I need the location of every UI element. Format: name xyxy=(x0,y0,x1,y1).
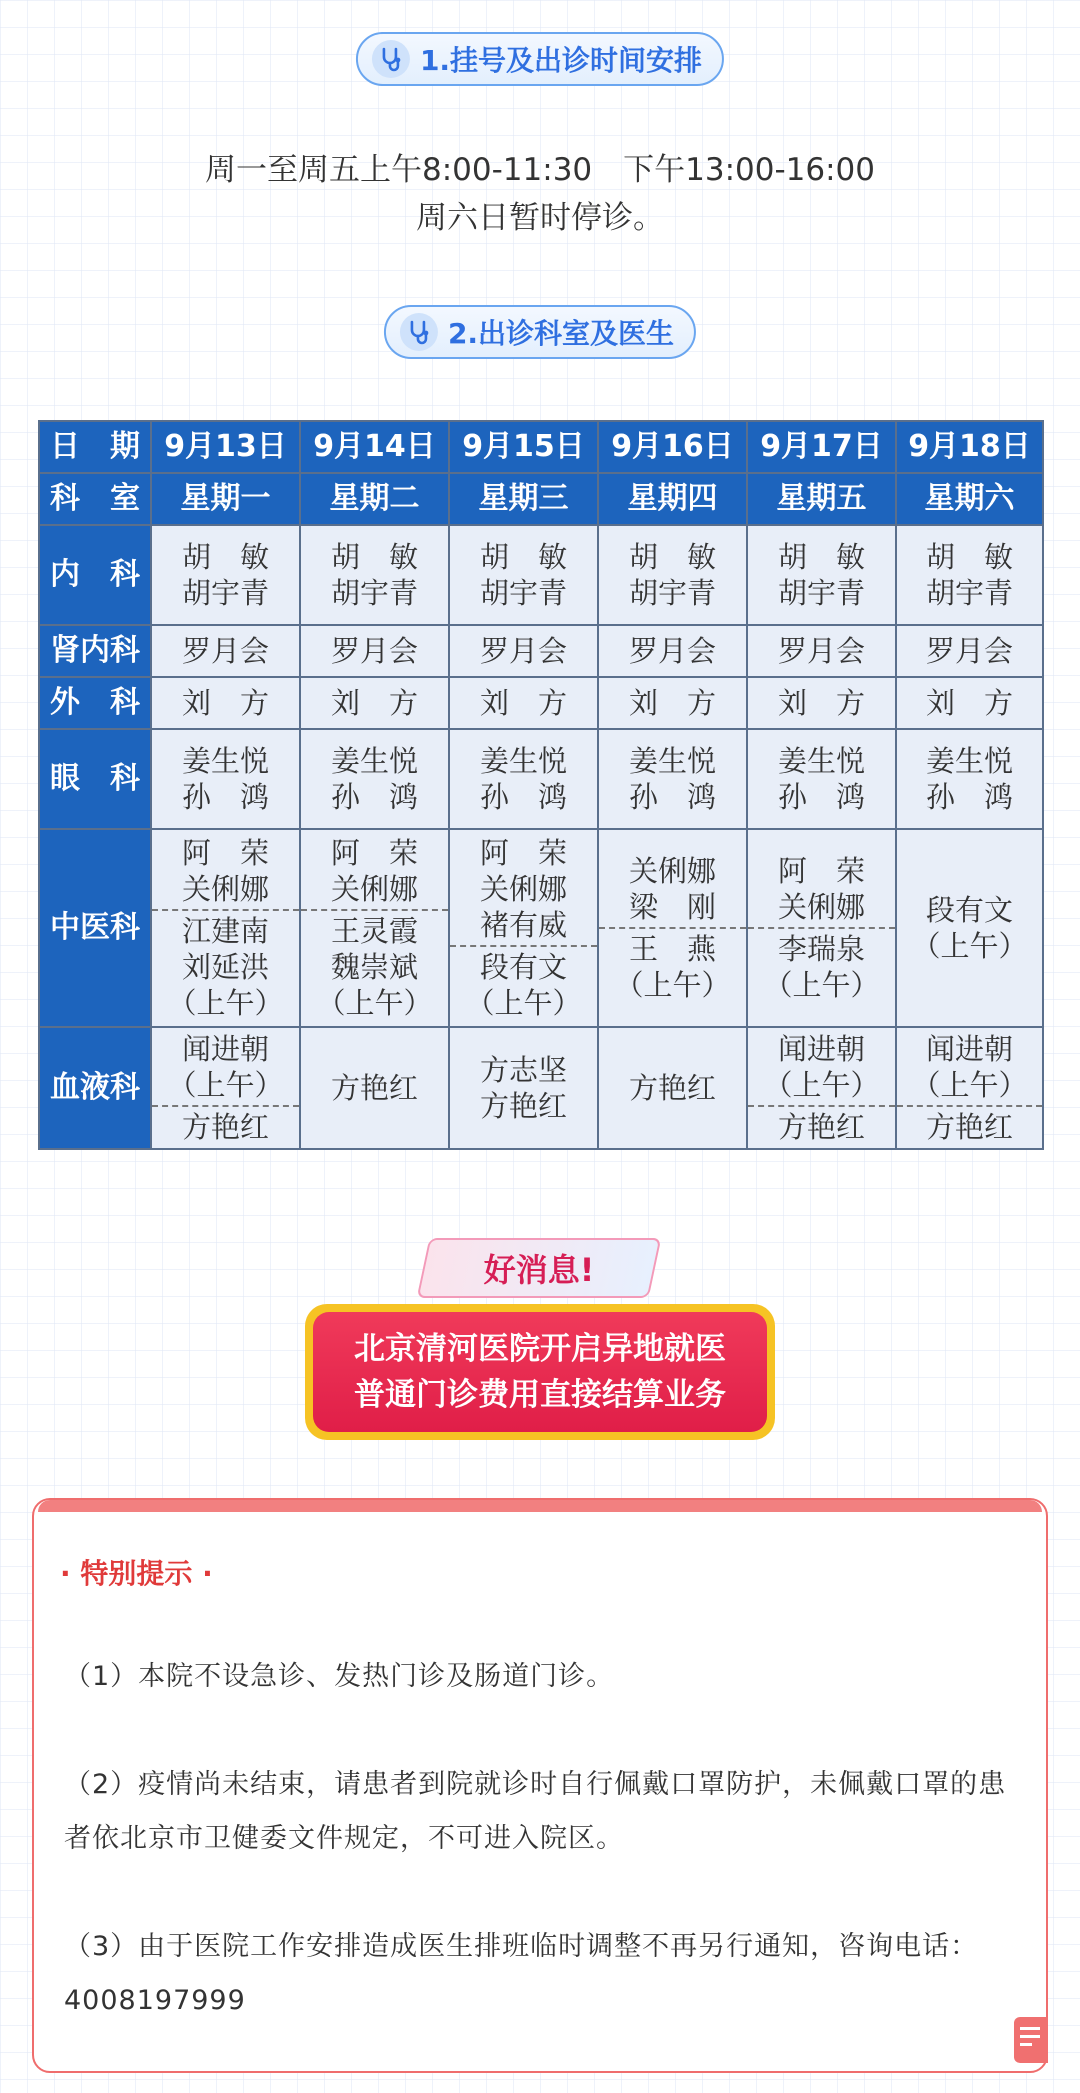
doctor-name: 姜生悦 xyxy=(181,744,269,778)
doctor-cell-content xyxy=(599,631,746,671)
doctor-name: 罗月会 xyxy=(777,634,865,668)
doctor-cell xyxy=(449,625,598,677)
doctor-cell xyxy=(151,625,300,677)
doctor-name: 阿 荣 xyxy=(479,836,567,870)
doctor-name: 胡宇青 xyxy=(777,576,865,610)
doctor-name: 胡宇青 xyxy=(181,576,269,610)
doctor-group xyxy=(301,833,448,909)
doctor-cell-content xyxy=(450,537,597,613)
doctor-name: 王 燕 xyxy=(628,932,716,966)
date-header: 9月14日 xyxy=(300,421,449,473)
department-name: 肾内科 xyxy=(39,625,151,677)
doctor-name: 孙 鸿 xyxy=(479,780,567,814)
doctor-name: 方志坚 xyxy=(479,1053,567,1087)
doctor-name: 罗月会 xyxy=(628,634,716,668)
date-row-label: 日 期 xyxy=(39,421,151,473)
doctor-cell xyxy=(747,829,896,1027)
doctor-group xyxy=(152,833,299,909)
doctor-group xyxy=(301,909,448,1023)
doctor-cell-content xyxy=(897,683,1042,723)
doctor-name: 罗月会 xyxy=(925,634,1013,668)
doctor-cell xyxy=(598,829,747,1027)
doctor-group xyxy=(152,741,299,817)
doctor-group xyxy=(301,537,448,613)
doctor-name: 段有文 xyxy=(479,950,567,984)
doctor-cell-content xyxy=(897,537,1042,613)
doctor-name: 刘 方 xyxy=(777,686,865,720)
doctor-cell-content xyxy=(748,851,895,1005)
doctor-cell xyxy=(747,525,896,625)
doctor-group xyxy=(748,1105,895,1147)
stethoscope-icon xyxy=(400,313,438,351)
doctor-name: 刘 方 xyxy=(479,686,567,720)
doctor-name: 李瑞泉 xyxy=(777,932,865,966)
doctor-cell-content xyxy=(599,537,746,613)
date-header: 9月17日 xyxy=(747,421,896,473)
doctor-cell xyxy=(449,729,598,829)
doctor-name: 孙 鸿 xyxy=(777,780,865,814)
doctor-cell-content xyxy=(599,683,746,723)
weekday-header: 星期三 xyxy=(449,473,598,525)
doctor-group xyxy=(301,683,448,723)
doctor-name: 褚有威 xyxy=(479,908,567,942)
doctor-cell-content xyxy=(897,890,1042,966)
doctor-cell xyxy=(747,1027,896,1149)
doctor-group xyxy=(450,1050,597,1126)
doctor-group xyxy=(450,537,597,613)
doctor-name: 关俐娜 xyxy=(479,872,567,906)
document-icon[interactable] xyxy=(1014,2017,1048,2063)
date-header: 9月18日 xyxy=(896,421,1043,473)
doctor-name: 姜生悦 xyxy=(479,744,567,778)
dept-column-label: 科 室 xyxy=(39,473,151,525)
stethoscope-icon xyxy=(372,40,410,78)
doctor-cell-content xyxy=(152,683,299,723)
doctor-cell-content xyxy=(897,631,1042,671)
doctor-cell-content xyxy=(152,1029,299,1147)
doctor-name: 方艳红 xyxy=(181,1110,269,1144)
doctor-group xyxy=(599,683,746,723)
doctor-name: 方艳红 xyxy=(628,1071,716,1105)
doctor-group xyxy=(897,1029,1042,1105)
doctor-name: 孙 鸿 xyxy=(181,780,269,814)
doctor-group xyxy=(599,537,746,613)
table-row xyxy=(39,677,1043,729)
doctor-cell-content xyxy=(897,1029,1042,1147)
doctor-group xyxy=(897,537,1042,613)
weekday-header: 星期一 xyxy=(151,473,300,525)
doctor-cell-content xyxy=(450,683,597,723)
doctor-group xyxy=(599,1068,746,1108)
doctor-group xyxy=(748,741,895,817)
good-news-box xyxy=(305,1304,775,1440)
doctor-name: 闻进朝 xyxy=(777,1032,865,1066)
doctor-cell-content xyxy=(450,833,597,1023)
doctor-group xyxy=(748,683,895,723)
doctor-cell xyxy=(449,829,598,1027)
doctor-cell-content xyxy=(301,537,448,613)
doctor-cell xyxy=(449,677,598,729)
doctor-cell xyxy=(300,829,449,1027)
table-row xyxy=(39,525,1043,625)
table-row xyxy=(39,829,1043,1027)
doctor-cell xyxy=(300,525,449,625)
doctor-name: 闻进朝 xyxy=(925,1032,1013,1066)
doctor-cell xyxy=(896,829,1043,1027)
weekday-header: 星期二 xyxy=(300,473,449,525)
doctor-cell-content xyxy=(152,537,299,613)
notice-item-3: （3）由于医院工作安排造成医生排班临时调整不再另行通知，咨询电话：4008197999 xyxy=(64,1931,979,2016)
doctor-group xyxy=(897,890,1042,966)
doctor-name: （上午） xyxy=(167,1068,284,1102)
doctor-cell-content xyxy=(301,741,448,817)
doctor-name: 罗月会 xyxy=(181,634,269,668)
doctor-name: 刘延洪 xyxy=(181,950,269,984)
weekday-header: 星期四 xyxy=(598,473,747,525)
doctor-cell xyxy=(151,1027,300,1149)
doctor-cell-content xyxy=(599,741,746,817)
doctor-name: 姜生悦 xyxy=(925,744,1013,778)
doctor-cell-content xyxy=(748,537,895,613)
doctor-cell xyxy=(151,729,300,829)
doctor-cell-content xyxy=(301,683,448,723)
doctor-group xyxy=(748,537,895,613)
good-news-banner xyxy=(305,1232,775,1442)
department-name: 血液科 xyxy=(39,1027,151,1149)
doctor-group xyxy=(897,1105,1042,1147)
doctor-name: 胡 敏 xyxy=(479,540,567,574)
doctor-group xyxy=(152,683,299,723)
doctor-cell xyxy=(598,1027,747,1149)
doctor-name: （上午） xyxy=(316,986,433,1020)
doctor-cell xyxy=(300,1027,449,1149)
doctor-name: 刘 方 xyxy=(181,686,269,720)
doctor-cell xyxy=(896,729,1043,829)
doctor-cell xyxy=(151,525,300,625)
good-news-line1: 北京清河医院开启异地就医 xyxy=(354,1331,726,1367)
doctor-cell xyxy=(449,1027,598,1149)
doctor-name: （上午） xyxy=(763,1068,880,1102)
doctor-name: 刘 方 xyxy=(330,686,418,720)
doctor-name: 胡 敏 xyxy=(628,540,716,574)
doctor-group xyxy=(301,741,448,817)
doctor-cell xyxy=(747,729,896,829)
doctor-cell-content xyxy=(152,631,299,671)
doctor-name: （上午） xyxy=(763,968,880,1002)
doctor-name: （上午） xyxy=(614,968,731,1002)
doctor-name: （上午） xyxy=(911,929,1028,963)
doctor-name: 姜生悦 xyxy=(628,744,716,778)
doctor-cell xyxy=(151,677,300,729)
doctor-group xyxy=(152,1105,299,1147)
clinic-hours-weekend: 周六日暂时停诊。 xyxy=(416,200,664,236)
doctor-name: 胡宇青 xyxy=(330,576,418,610)
doctor-name: 孙 鸿 xyxy=(330,780,418,814)
doctor-cell xyxy=(598,625,747,677)
doctor-name: 孙 鸿 xyxy=(628,780,716,814)
doctor-name: 胡宇青 xyxy=(628,576,716,610)
table-row xyxy=(39,625,1043,677)
doctor-group xyxy=(897,741,1042,817)
special-notice xyxy=(32,1498,1048,2073)
doctor-cell xyxy=(300,729,449,829)
doctor-name: 关俐娜 xyxy=(330,872,418,906)
doctor-name: （上午） xyxy=(911,1068,1028,1102)
doctor-group xyxy=(450,833,597,945)
doctor-cell-content xyxy=(748,1029,895,1147)
section-title-text: 1.挂号及出诊时间安排 xyxy=(419,44,703,77)
doctor-name: 江建南 xyxy=(181,914,269,948)
doctor-name: 罗月会 xyxy=(479,634,567,668)
good-news-tag: 好消息! xyxy=(483,1251,595,1289)
doctor-name: 关俐娜 xyxy=(777,890,865,924)
weekday-header: 星期五 xyxy=(747,473,896,525)
section-title-schedule-time xyxy=(356,32,724,86)
doctor-cell-content xyxy=(450,1050,597,1126)
weekday-row xyxy=(39,473,1043,525)
notice-item-2: （2）疫情尚未结束，请患者到院就诊时自行佩戴口罩防护，未佩戴口罩的患者依北京市卫健委文件规定，不可进入院区。 xyxy=(64,1769,1007,1854)
doctor-cell-content xyxy=(897,741,1042,817)
good-news-line2: 普通门诊费用直接结算业务 xyxy=(354,1377,726,1413)
section-title-text: 2.出诊科室及医生 xyxy=(447,317,675,350)
doctor-cell-content xyxy=(301,833,448,1023)
doctor-group xyxy=(450,741,597,817)
doctor-name: 胡 敏 xyxy=(777,540,865,574)
doctor-cell xyxy=(300,677,449,729)
doctor-name: 罗月会 xyxy=(330,634,418,668)
doctor-group xyxy=(897,631,1042,671)
doctor-cell xyxy=(598,677,747,729)
doctor-group xyxy=(599,927,746,1005)
doctor-cell xyxy=(747,677,896,729)
doctor-group xyxy=(301,631,448,671)
doctor-name: 胡 敏 xyxy=(181,540,269,574)
doctor-name: 方艳红 xyxy=(330,1071,418,1105)
doctor-group xyxy=(450,631,597,671)
doctor-group xyxy=(599,741,746,817)
date-row xyxy=(39,421,1043,473)
doctor-cell xyxy=(151,829,300,1027)
clinic-hours-weekday: 周一至周五上午8:00-11:30 下午13:00-16:00 xyxy=(205,152,875,188)
doctor-group xyxy=(152,631,299,671)
doctor-cell xyxy=(598,525,747,625)
doctor-name: 阿 荣 xyxy=(330,836,418,870)
doctor-group xyxy=(748,927,895,1005)
doctor-group xyxy=(450,945,597,1023)
doctor-cell xyxy=(896,625,1043,677)
doctor-cell-content xyxy=(152,741,299,817)
doctor-name: 阿 荣 xyxy=(181,836,269,870)
doctor-name: 孙 鸿 xyxy=(925,780,1013,814)
doctor-group xyxy=(748,631,895,671)
doctor-name: 方艳红 xyxy=(479,1089,567,1123)
weekday-header: 星期六 xyxy=(896,473,1043,525)
doctor-cell xyxy=(896,677,1043,729)
section-title-departments xyxy=(384,305,696,359)
doctor-cell-content xyxy=(599,1068,746,1108)
doctor-name: 姜生悦 xyxy=(330,744,418,778)
doctor-name: 阿 荣 xyxy=(777,854,865,888)
date-header: 9月15日 xyxy=(449,421,598,473)
notice-item-1: （1）本院不设急诊、发热门诊及肠道门诊。 xyxy=(64,1661,615,1692)
doctor-cell-content xyxy=(748,683,895,723)
doctor-name: 闻进朝 xyxy=(181,1032,269,1066)
doctor-schedule-table xyxy=(38,420,1044,1150)
doctor-group xyxy=(450,683,597,723)
doctor-cell xyxy=(896,525,1043,625)
clinic-hours xyxy=(0,146,1080,242)
doctor-cell xyxy=(896,1027,1043,1149)
doctor-group xyxy=(897,683,1042,723)
department-name: 眼 科 xyxy=(39,729,151,829)
doctor-cell-content xyxy=(301,631,448,671)
date-header: 9月13日 xyxy=(151,421,300,473)
doctor-name: 方艳红 xyxy=(777,1110,865,1144)
doctor-group xyxy=(748,851,895,927)
doctor-cell-content xyxy=(301,1068,448,1108)
doctor-name: （上午） xyxy=(167,986,284,1020)
table-row xyxy=(39,729,1043,829)
date-header: 9月16日 xyxy=(598,421,747,473)
doctor-cell-content xyxy=(599,851,746,1005)
doctor-name: 王灵霞 xyxy=(330,914,418,948)
table-row xyxy=(39,1027,1043,1149)
doctor-name: 梁 刚 xyxy=(628,890,716,924)
doctor-name: 方艳红 xyxy=(925,1110,1013,1144)
doctor-cell-content xyxy=(748,631,895,671)
doctor-name: （上午） xyxy=(465,986,582,1020)
doctor-name: 胡宇青 xyxy=(479,576,567,610)
doctor-cell xyxy=(598,729,747,829)
doctor-group xyxy=(152,909,299,1023)
department-name: 中医科 xyxy=(39,829,151,1027)
doctor-name: 胡宇青 xyxy=(925,576,1013,610)
doctor-group xyxy=(301,1068,448,1108)
doctor-name: 刘 方 xyxy=(925,686,1013,720)
doctor-cell-content xyxy=(152,833,299,1023)
doctor-name: 段有文 xyxy=(925,893,1013,927)
doctor-group xyxy=(599,851,746,927)
doctor-group xyxy=(152,1029,299,1105)
doctor-cell xyxy=(300,625,449,677)
doctor-group xyxy=(152,537,299,613)
department-name: 外 科 xyxy=(39,677,151,729)
doctor-cell-content xyxy=(450,741,597,817)
doctor-name: 魏崇斌 xyxy=(330,950,418,984)
doctor-group xyxy=(748,1029,895,1105)
doctor-cell xyxy=(747,625,896,677)
doctor-name: 关俐娜 xyxy=(628,854,716,888)
doctor-name: 胡 敏 xyxy=(330,540,418,574)
doctor-cell-content xyxy=(450,631,597,671)
notice-top-bar xyxy=(38,1500,1042,1512)
doctor-group xyxy=(599,631,746,671)
doctor-name: 胡 敏 xyxy=(925,540,1013,574)
doctor-cell xyxy=(449,525,598,625)
doctor-name: 刘 方 xyxy=(628,686,716,720)
doctor-name: 姜生悦 xyxy=(777,744,865,778)
doctor-name: 关俐娜 xyxy=(181,872,269,906)
doctor-cell-content xyxy=(748,741,895,817)
department-name: 内 科 xyxy=(39,525,151,625)
notice-title: · 特别提示 · xyxy=(60,1557,213,1590)
